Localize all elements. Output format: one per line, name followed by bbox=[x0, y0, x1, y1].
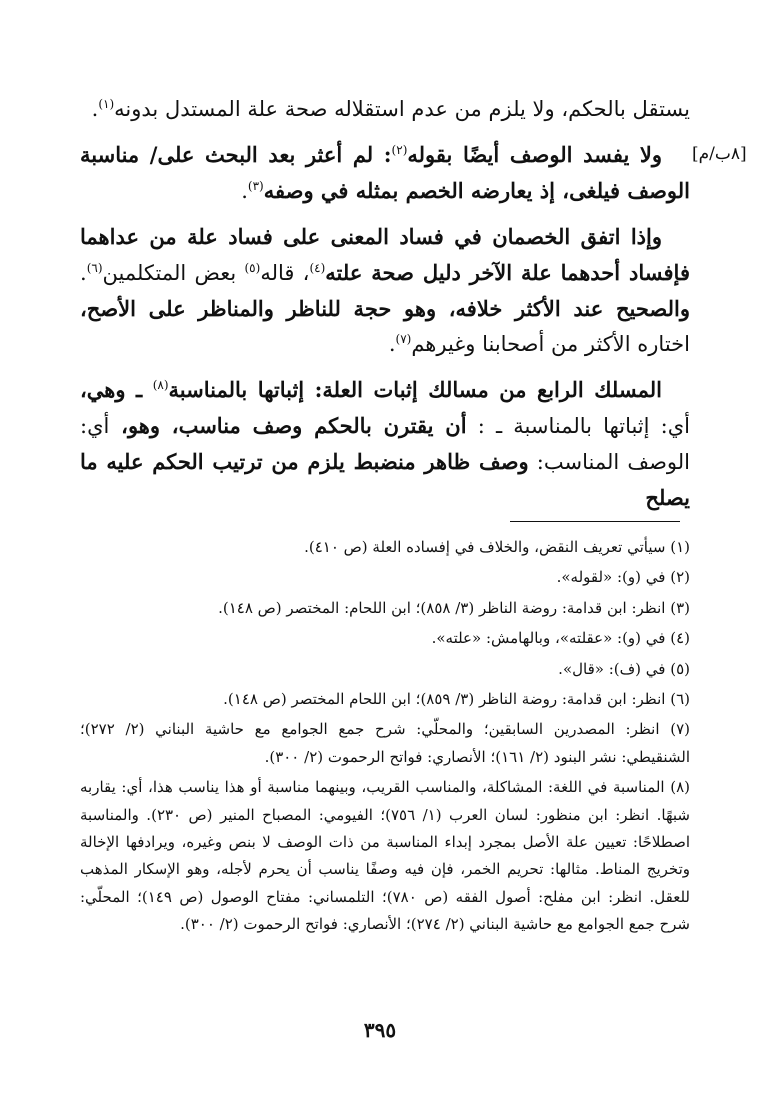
footnote-ref[interactable]: (١) bbox=[98, 97, 115, 111]
footnote-ref[interactable]: (٥) bbox=[244, 261, 261, 275]
text-run-bold: أن يقترن بالحكم وصف مناسب، وهو، bbox=[109, 413, 467, 438]
page-number: ٣٩٥ bbox=[363, 1018, 397, 1042]
text-run: ، قاله bbox=[260, 261, 310, 285]
footnote-7: (٧) انظر: المصدرين السابقين؛ والمحلّي: شرح جمع الجوامع مع حاشية البناني (٢/ ٢٧٢)؛ الشنقيطي: نشر البنود (٢/ ١٦١)؛ الأنصاري: فواتح الرحموت (٢/ ٣٠٠). bbox=[80, 720, 690, 766]
footnote-ref[interactable]: (٧) bbox=[395, 332, 412, 346]
footnote-5: (٥) في (ف): «قال». bbox=[558, 659, 690, 678]
text-run: بعض المتكلمين bbox=[102, 261, 245, 285]
footnote-4: (٤) في (و): «عقلته»، وبالهامش: «علته». bbox=[431, 629, 690, 648]
footnote-6: (٦) انظر: ابن قدامة: روضة الناظر (٣/ ٨٥٩)؛ ابن اللحام المختصر (ص ١٤٨). bbox=[223, 690, 690, 709]
main-text bbox=[80, 92, 690, 526]
footnote-ref[interactable]: (٣) bbox=[247, 179, 264, 193]
text-run: يستقل بالحكم، ولا يلزم من عدم استقلاله صحة علة المستدل بدونه bbox=[114, 97, 690, 121]
text-run-bold: وإذا اتفق الخصمان في فساد المعنى على فساد علة من عداهما فإفساد أحدهما علة الآخر دليل صحة علته bbox=[80, 224, 690, 285]
text-run: أي: الوصف المناسب: bbox=[80, 414, 690, 474]
text-run: . bbox=[241, 179, 248, 203]
text-run-bold: : لم أعثر بعد البحث على/ مناسبة الوصف فيلغى، إذ يعارضه الخصم بمثله في وصفه bbox=[80, 142, 690, 203]
text-run-bold: ـ وهي، bbox=[80, 377, 153, 402]
text-run: . bbox=[91, 97, 99, 121]
footnote-8: (٨) المناسبة في اللغة: المشاكلة، والمناسب القريب، وبينهما مناسبة أو هذا يناسب هذا، أي: يقاربه شبهًا. انظر: ابن منظور: لسان العرب (١/ ٧٥٦)؛ الفيومي: المصباح المنير (ص ٢٣٠). والمناسبة اصطلاحًا: تعيين علة الأصل بمجرد إبداء المناسبة من ذات الوصف لا بنص وغيره، ويرادفها الإخالة وتخريج المناط. مثالها: تحريم الخمر، فإن فيه وصفًا يناسب أن يحرم لأجله، وهو الإسكار المذهب للعقل. انظر: ابن مفلح: أصول الفقه (ص ٧٨٠)؛ التلمساني: مفتاح الوصول (ص ١٤٩)؛ المحلّي: شرح جمع الجوامع مع حاشية البناني (٢/ ٢٧٤)؛ الأنصاري: فواتح الرحموت (٢/ ٣٠٠). bbox=[80, 778, 690, 934]
text-run: أي: إثباتها بالمناسبة ـ : bbox=[466, 414, 690, 438]
footnote-ref[interactable]: (٨) bbox=[152, 378, 169, 392]
text-run: اختاره الأكثر من أصحابنا وغيرهم bbox=[411, 332, 690, 356]
footnote-3: (٣) انظر: ابن قدامة: روضة الناظر (٣/ ٨٥٨)؛ ابن اللحام: المختصر (ص ١٤٨). bbox=[218, 598, 690, 617]
paragraph-3 bbox=[80, 219, 690, 362]
footnote-ref[interactable]: (٦) bbox=[86, 261, 103, 275]
footnote-ref[interactable]: (٤) bbox=[309, 261, 326, 275]
manuscript-folio-marker: [٨ب/م] bbox=[692, 144, 747, 164]
paragraph-1 bbox=[80, 92, 690, 127]
text-run: . bbox=[80, 261, 87, 285]
text-run-bold: المسلك الرابع من مسالك إثبات العلة: bbox=[304, 377, 662, 402]
footnote-ref[interactable]: (٢) bbox=[391, 143, 408, 157]
footnote-1: (١) سيأتي تعريف النقض، والخلاف في إفساده العلة (ص ٤١٠). bbox=[304, 538, 690, 556]
footnote-2: (٢) في (و): «لقوله». bbox=[556, 568, 690, 587]
text-run-bold: إثباتها بالمناسبة bbox=[168, 377, 305, 402]
footnote-separator bbox=[510, 521, 680, 522]
paragraph-4 bbox=[80, 372, 690, 516]
text-run-bold: وصف ظاهر منضبط يلزم من ترتيب الحكم عليه ما يصلح bbox=[80, 449, 690, 510]
footnotes-section bbox=[80, 534, 690, 942]
paragraph-2 bbox=[80, 137, 690, 209]
text-run-bold: والصحيح عند الأكثر خلافه، وهو حجة للناظر والمناظر على الأصح، bbox=[80, 296, 690, 321]
text-run-bold: ولا يفسد الوصف أيضًا بقوله bbox=[407, 142, 662, 167]
text-run: . bbox=[388, 332, 396, 356]
